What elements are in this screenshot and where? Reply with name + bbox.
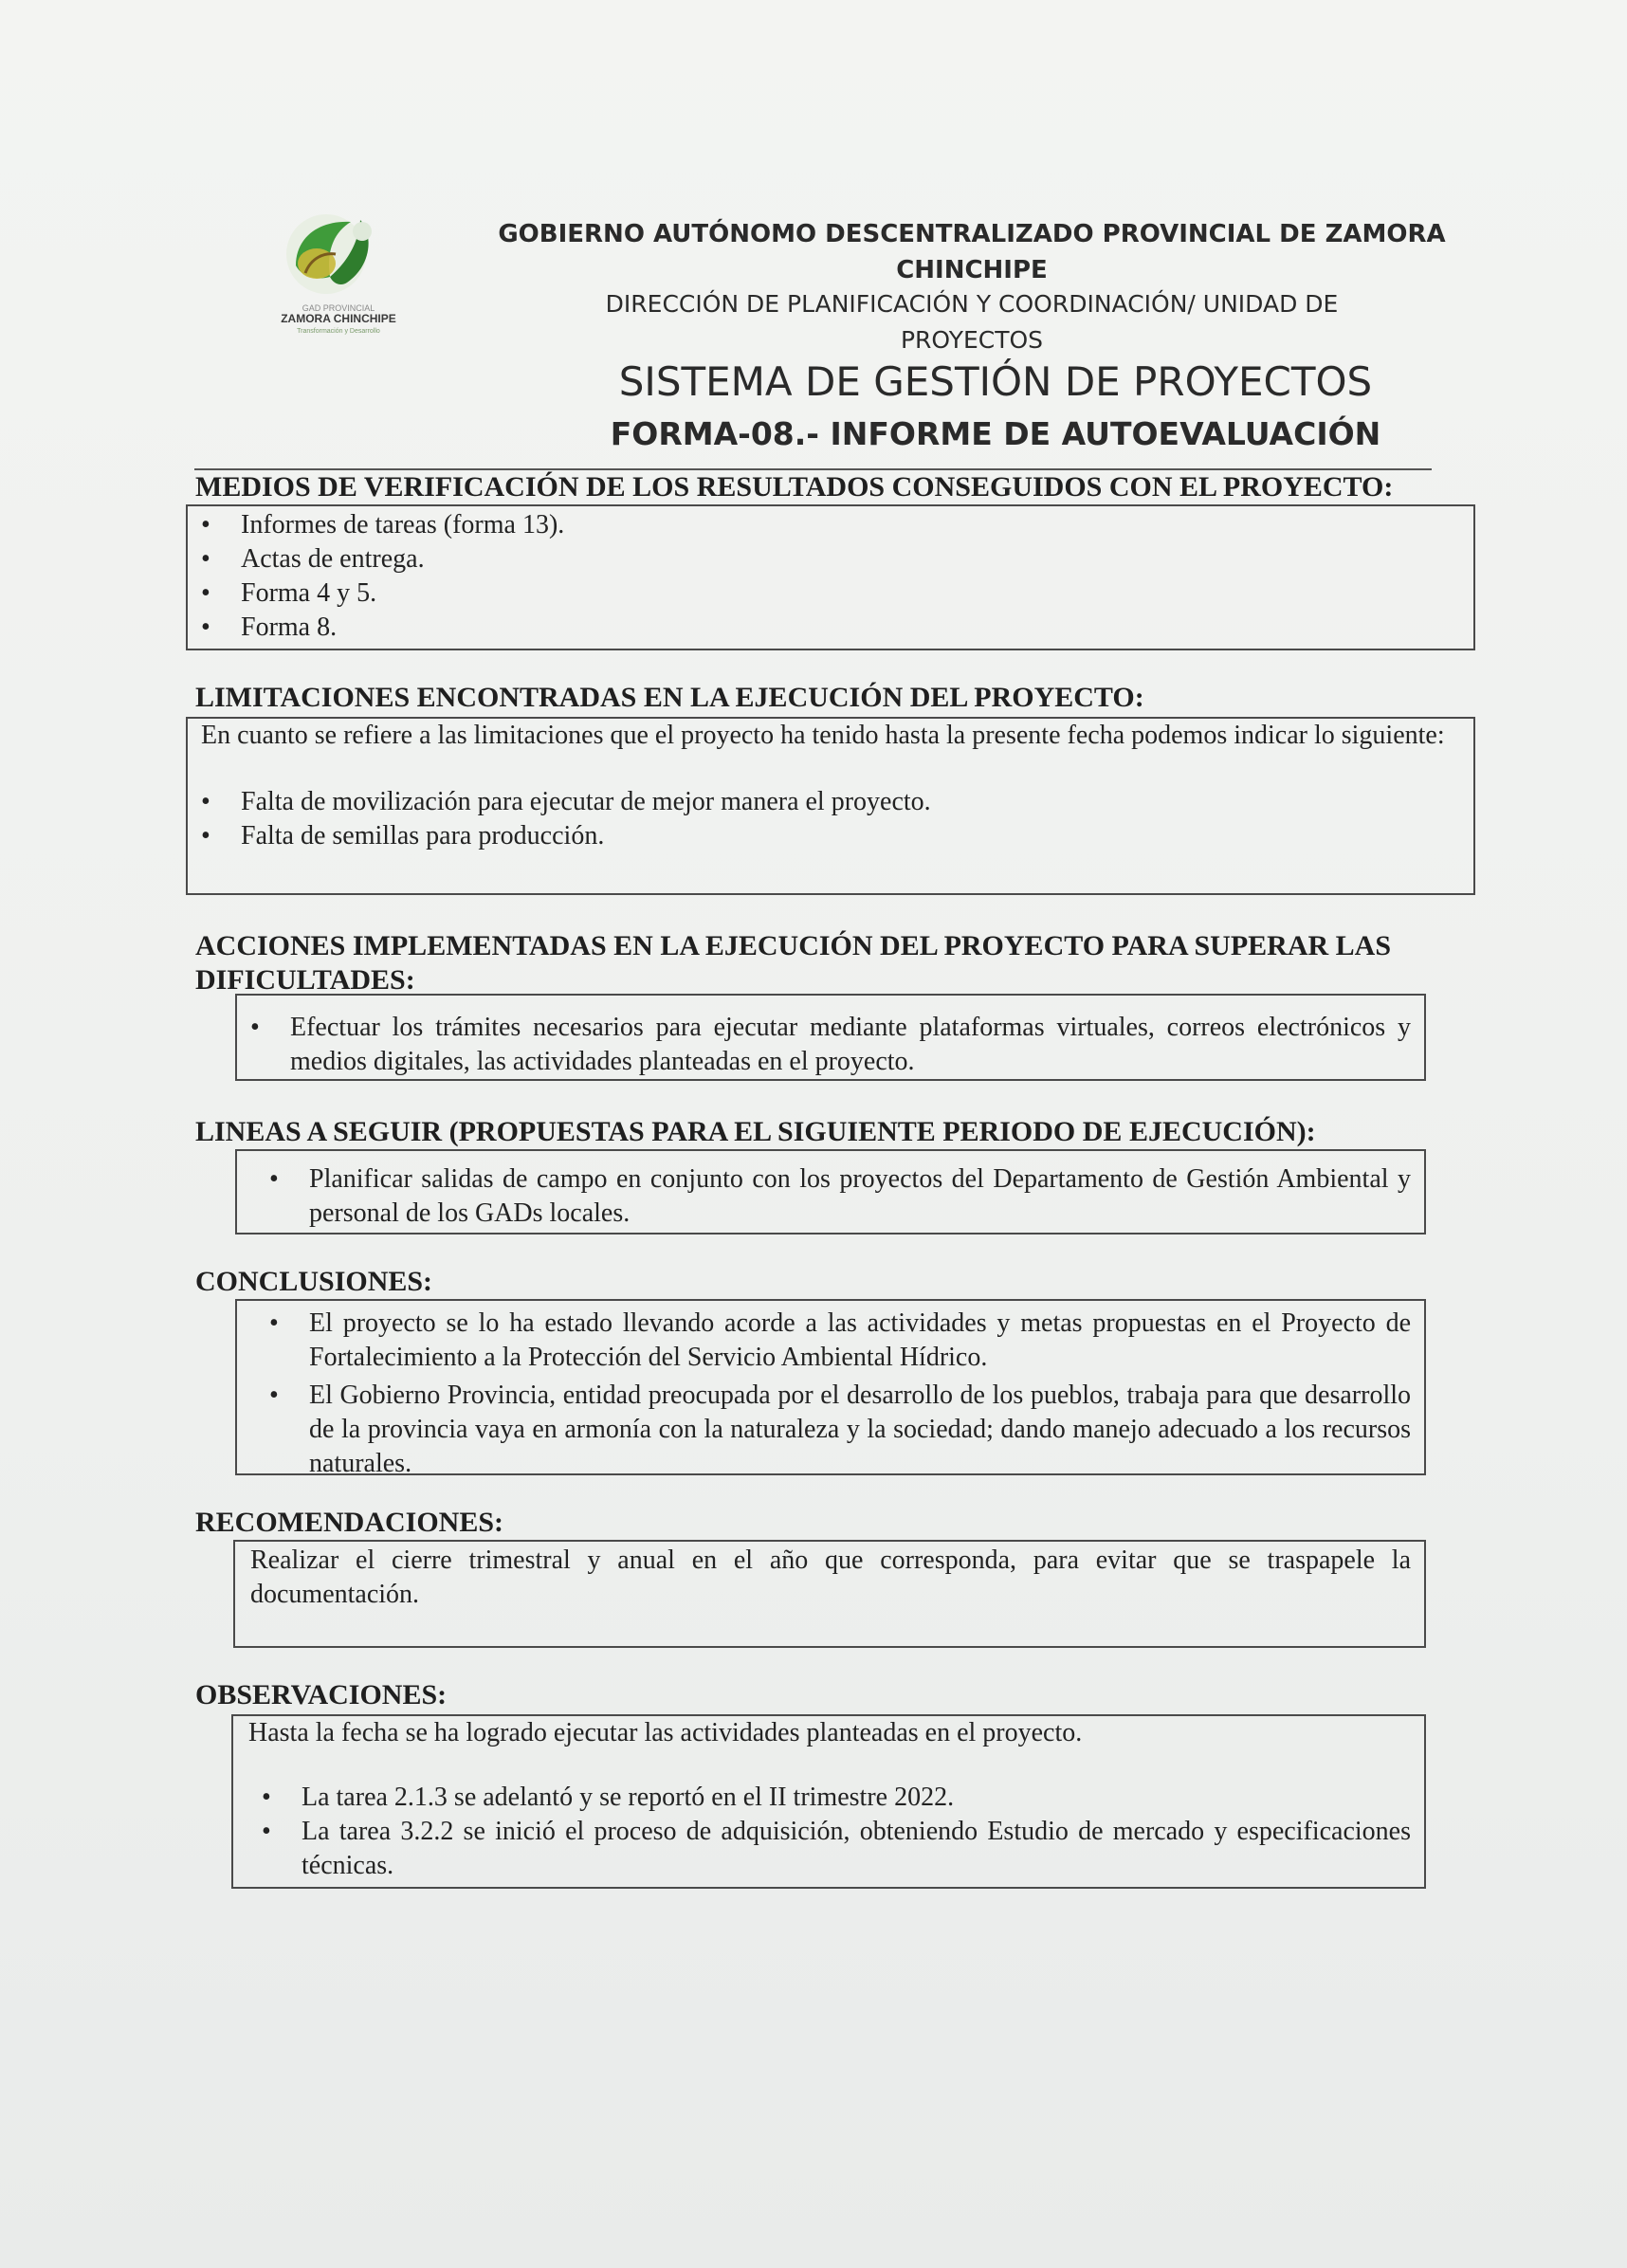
- box-recomendaciones: [233, 1540, 1426, 1648]
- section-title-observaciones: OBSERVACIONES:: [195, 1679, 448, 1710]
- section-title-conclusiones: CONCLUSIONES:: [195, 1266, 433, 1297]
- logo-emblem-icon: [267, 199, 410, 341]
- list-item: • Planificar salidas de campo en conjunto con los proyectos del Departamento de Gestión Ambiental y personal de los GADs locales.: [256, 1162, 1411, 1231]
- list-limitaciones: [188, 785, 1460, 853]
- box-observaciones: [231, 1714, 1426, 1889]
- svg-text:ZAMORA CHINCHIPE: ZAMORA CHINCHIPE: [281, 312, 396, 325]
- box-lineas: [235, 1149, 1426, 1235]
- list-item: • Efectuar los trámites necesarios para ejecutar mediante plataformas virtuales, correos electrónicos y medios digitales, las actividades planteadas en el proyecto.: [237, 1011, 1411, 1079]
- direction-line-2: PROYECTOS: [900, 326, 1044, 354]
- list-item: • El proyecto se lo ha estado llevando acorde a las actividades y metas propuestas en el Proyecto de Fortalecimiento a la Protección del Servicio Ambiental Hídrico.: [256, 1307, 1411, 1375]
- list-item: • El Gobierno Provincia, entidad preocupada por el desarrollo de los pueblos, trabaja para que desarrollo de la provincia vaya en armonía con la naturaleza y la sociedad; dando manejo adecuado a los recursos naturales.: [256, 1379, 1411, 1481]
- section-title-acciones: [195, 929, 1485, 997]
- direction-line-1: DIRECCIÓN DE PLANIFICACIÓN Y COORDINACIÓN/ UNIDAD DE: [605, 290, 1339, 318]
- list-conclusiones: [256, 1307, 1411, 1481]
- limitaciones-intro: En cuanto se refiere a las limitaciones que el proyecto ha tenido hasta la presente fecha podemos indicar lo siguiente:: [201, 721, 1445, 750]
- box-acciones: [235, 994, 1426, 1081]
- section-title-medios: MEDIOS DE VERIFICACIÓN DE LOS RESULTADOS CONSEGUIDOS CON EL PROYECTO:: [195, 471, 1394, 503]
- acciones-title-line-1: ACCIONES IMPLEMENTADAS EN LA EJECUCIÓN DEL PROYECTO PARA SUPERAR LAS: [195, 930, 1392, 961]
- box-conclusiones: [235, 1299, 1426, 1478]
- list-lineas: [256, 1162, 1411, 1231]
- direction-name: [493, 286, 1451, 358]
- svg-text:GAD PROVINCIAL: GAD PROVINCIAL: [302, 303, 375, 313]
- organization-line-1: GOBIERNO AUTÓNOMO DESCENTRALIZADO PROVINCIAL DE ZAMORA: [498, 220, 1446, 248]
- list-item: • Falta de movilización para ejecutar de mejor manera el proyecto.: [188, 785, 1460, 819]
- form-title: FORMA-08.- INFORME DE AUTOEVALUACIÓN: [610, 415, 1381, 452]
- list-item: • Falta de semillas para producción.: [188, 819, 1460, 853]
- list-item: • Actas de entrega.: [188, 542, 1466, 576]
- list-item: • La tarea 2.1.3 se adelantó y se reportó en el II trimestre 2022.: [248, 1781, 1411, 1815]
- acciones-title-line-2: DIFICULTADES:: [195, 964, 415, 996]
- list-item: • Forma 8.: [188, 611, 1466, 645]
- section-title-recomendaciones: RECOMENDACIONES:: [195, 1507, 504, 1538]
- section-title-lineas: LINEAS A SEGUIR (PROPUESTAS PARA EL SIGUIENTE PERIODO DE EJECUCIÓN):: [195, 1116, 1316, 1147]
- list-item: • La tarea 3.2.2 se inició el proceso de adquisición, obteniendo Estudio de mercado y especificaciones técnicas.: [248, 1815, 1411, 1883]
- system-title: SISTEMA DE GESTIÓN DE PROYECTOS: [618, 358, 1373, 405]
- recomendaciones-text: Realizar el cierre trimestral y anual en el año que corresponda, para evitar que se traspapele la documentación.: [250, 1546, 1411, 1609]
- box-limitaciones: [186, 717, 1475, 895]
- list-observaciones: [248, 1781, 1411, 1883]
- list-medios: [188, 508, 1466, 645]
- section-title-limitaciones: LIMITACIONES ENCONTRADAS EN LA EJECUCIÓN DEL PROYECTO:: [195, 682, 1144, 713]
- gad-logo: [267, 199, 410, 341]
- organization-line-2: CHINCHIPE: [896, 256, 1048, 284]
- list-item: • Informes de tareas (forma 13).: [188, 508, 1466, 542]
- observaciones-intro: Hasta la fecha se ha logrado ejecutar las actividades planteadas en el proyecto.: [248, 1718, 1083, 1747]
- list-item: • Forma 4 y 5.: [188, 576, 1466, 611]
- svg-text:Transformación y Desarrollo: Transformación y Desarrollo: [297, 328, 380, 335]
- list-acciones: [237, 1011, 1411, 1079]
- box-medios: [186, 504, 1475, 650]
- organization-name: [493, 216, 1451, 288]
